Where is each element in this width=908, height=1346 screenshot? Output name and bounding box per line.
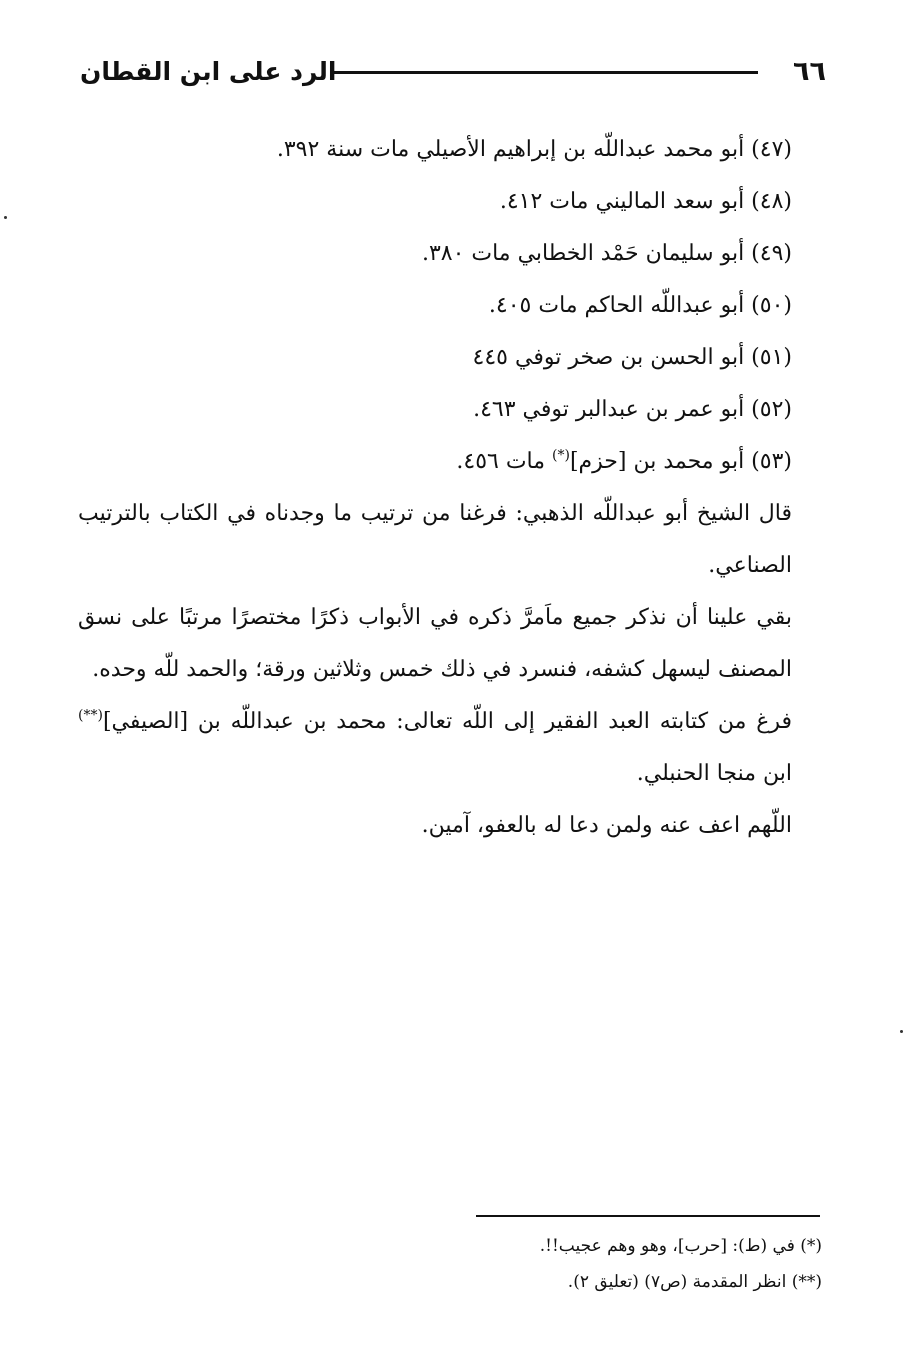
- entry-48: (٤٨) أبو سعد الماليني مات ٤١٢.: [499, 189, 792, 214]
- entry-52: (٥٢) أبو عمر بن عبدالبر توفي ٤٦٣.: [473, 397, 792, 422]
- paragraph-line: الصناعي.: [708, 553, 792, 578]
- paragraph-line: اللّهم اعف عنه ولمن دعا له بالعفو، آمين.: [421, 813, 792, 838]
- running-title: الرد على ابن القطان: [80, 57, 337, 86]
- entry-53-text: (٥٣) أبو محمد بن [حزم]: [569, 449, 792, 474]
- paragraph-line: [78, 696, 792, 748]
- entry-53: [78, 436, 792, 488]
- paragraph-dhahabi-note: [78, 488, 792, 592]
- paragraph-line: قال الشيخ أبو عبداللّه الذهبي: فرغنا من ترتيب ما وجدناه في الكتاب بالترتيب: [78, 501, 792, 526]
- footnote-marker-2: (**): [78, 707, 103, 724]
- page-header: [80, 52, 826, 98]
- margin-speck: [4, 216, 7, 219]
- page-number: ٦٦: [793, 56, 826, 87]
- entry-53-date: مات ٤٥٦.: [456, 449, 553, 474]
- entry-50: (٥٠) أبو عبداللّه الحاكم مات ٤٠٥.: [488, 293, 792, 318]
- entry-51: (٥١) أبو الحسن بن صخر توفي ٤٤٥: [472, 345, 792, 370]
- margin-speck: [900, 1030, 903, 1033]
- paragraph-remaining: [78, 592, 792, 696]
- footnote-1: (*) في (ط): [حرب]، وهو وهم عجيب!!.: [539, 1236, 822, 1256]
- main-text: [78, 124, 792, 852]
- paragraph-line: بقي علينا أن نذكر جميع ماَمرَّ ذكره في الأبواب ذكرًا مختصرًا مرتبًا على نسق: [78, 605, 792, 630]
- entry-49: (٤٩) أبو سليمان حَمْد الخطابي مات ٣٨٠.: [421, 241, 792, 266]
- footnote-rule: [476, 1215, 820, 1217]
- paragraph-line: ابن منجا الحنبلي.: [636, 761, 792, 786]
- paragraph-colophon: [78, 696, 792, 800]
- colophon-text: فرغ من كتابته العبد الفقير إلى اللّه تعالى: محمد بن عبداللّه بن [الصيفي]: [102, 709, 792, 734]
- footnote-marker-1: (*): [552, 447, 570, 464]
- footnotes: [420, 1228, 822, 1300]
- header-rule: [334, 71, 758, 74]
- footnote-2: (**) انظر المقدمة (ص٧) (تعليق ٢).: [567, 1272, 822, 1292]
- paragraph-prayer: [78, 800, 792, 852]
- paragraph-line: المصنف ليسهل كشفه، فنسرد في ذلك خمس وثلاثين ورقة؛ والحمد للّه وحده.: [92, 657, 792, 682]
- entry-47: (٤٧) أبو محمد عبداللّه بن إبراهيم الأصيلي مات سنة ٣٩٢.: [276, 137, 792, 162]
